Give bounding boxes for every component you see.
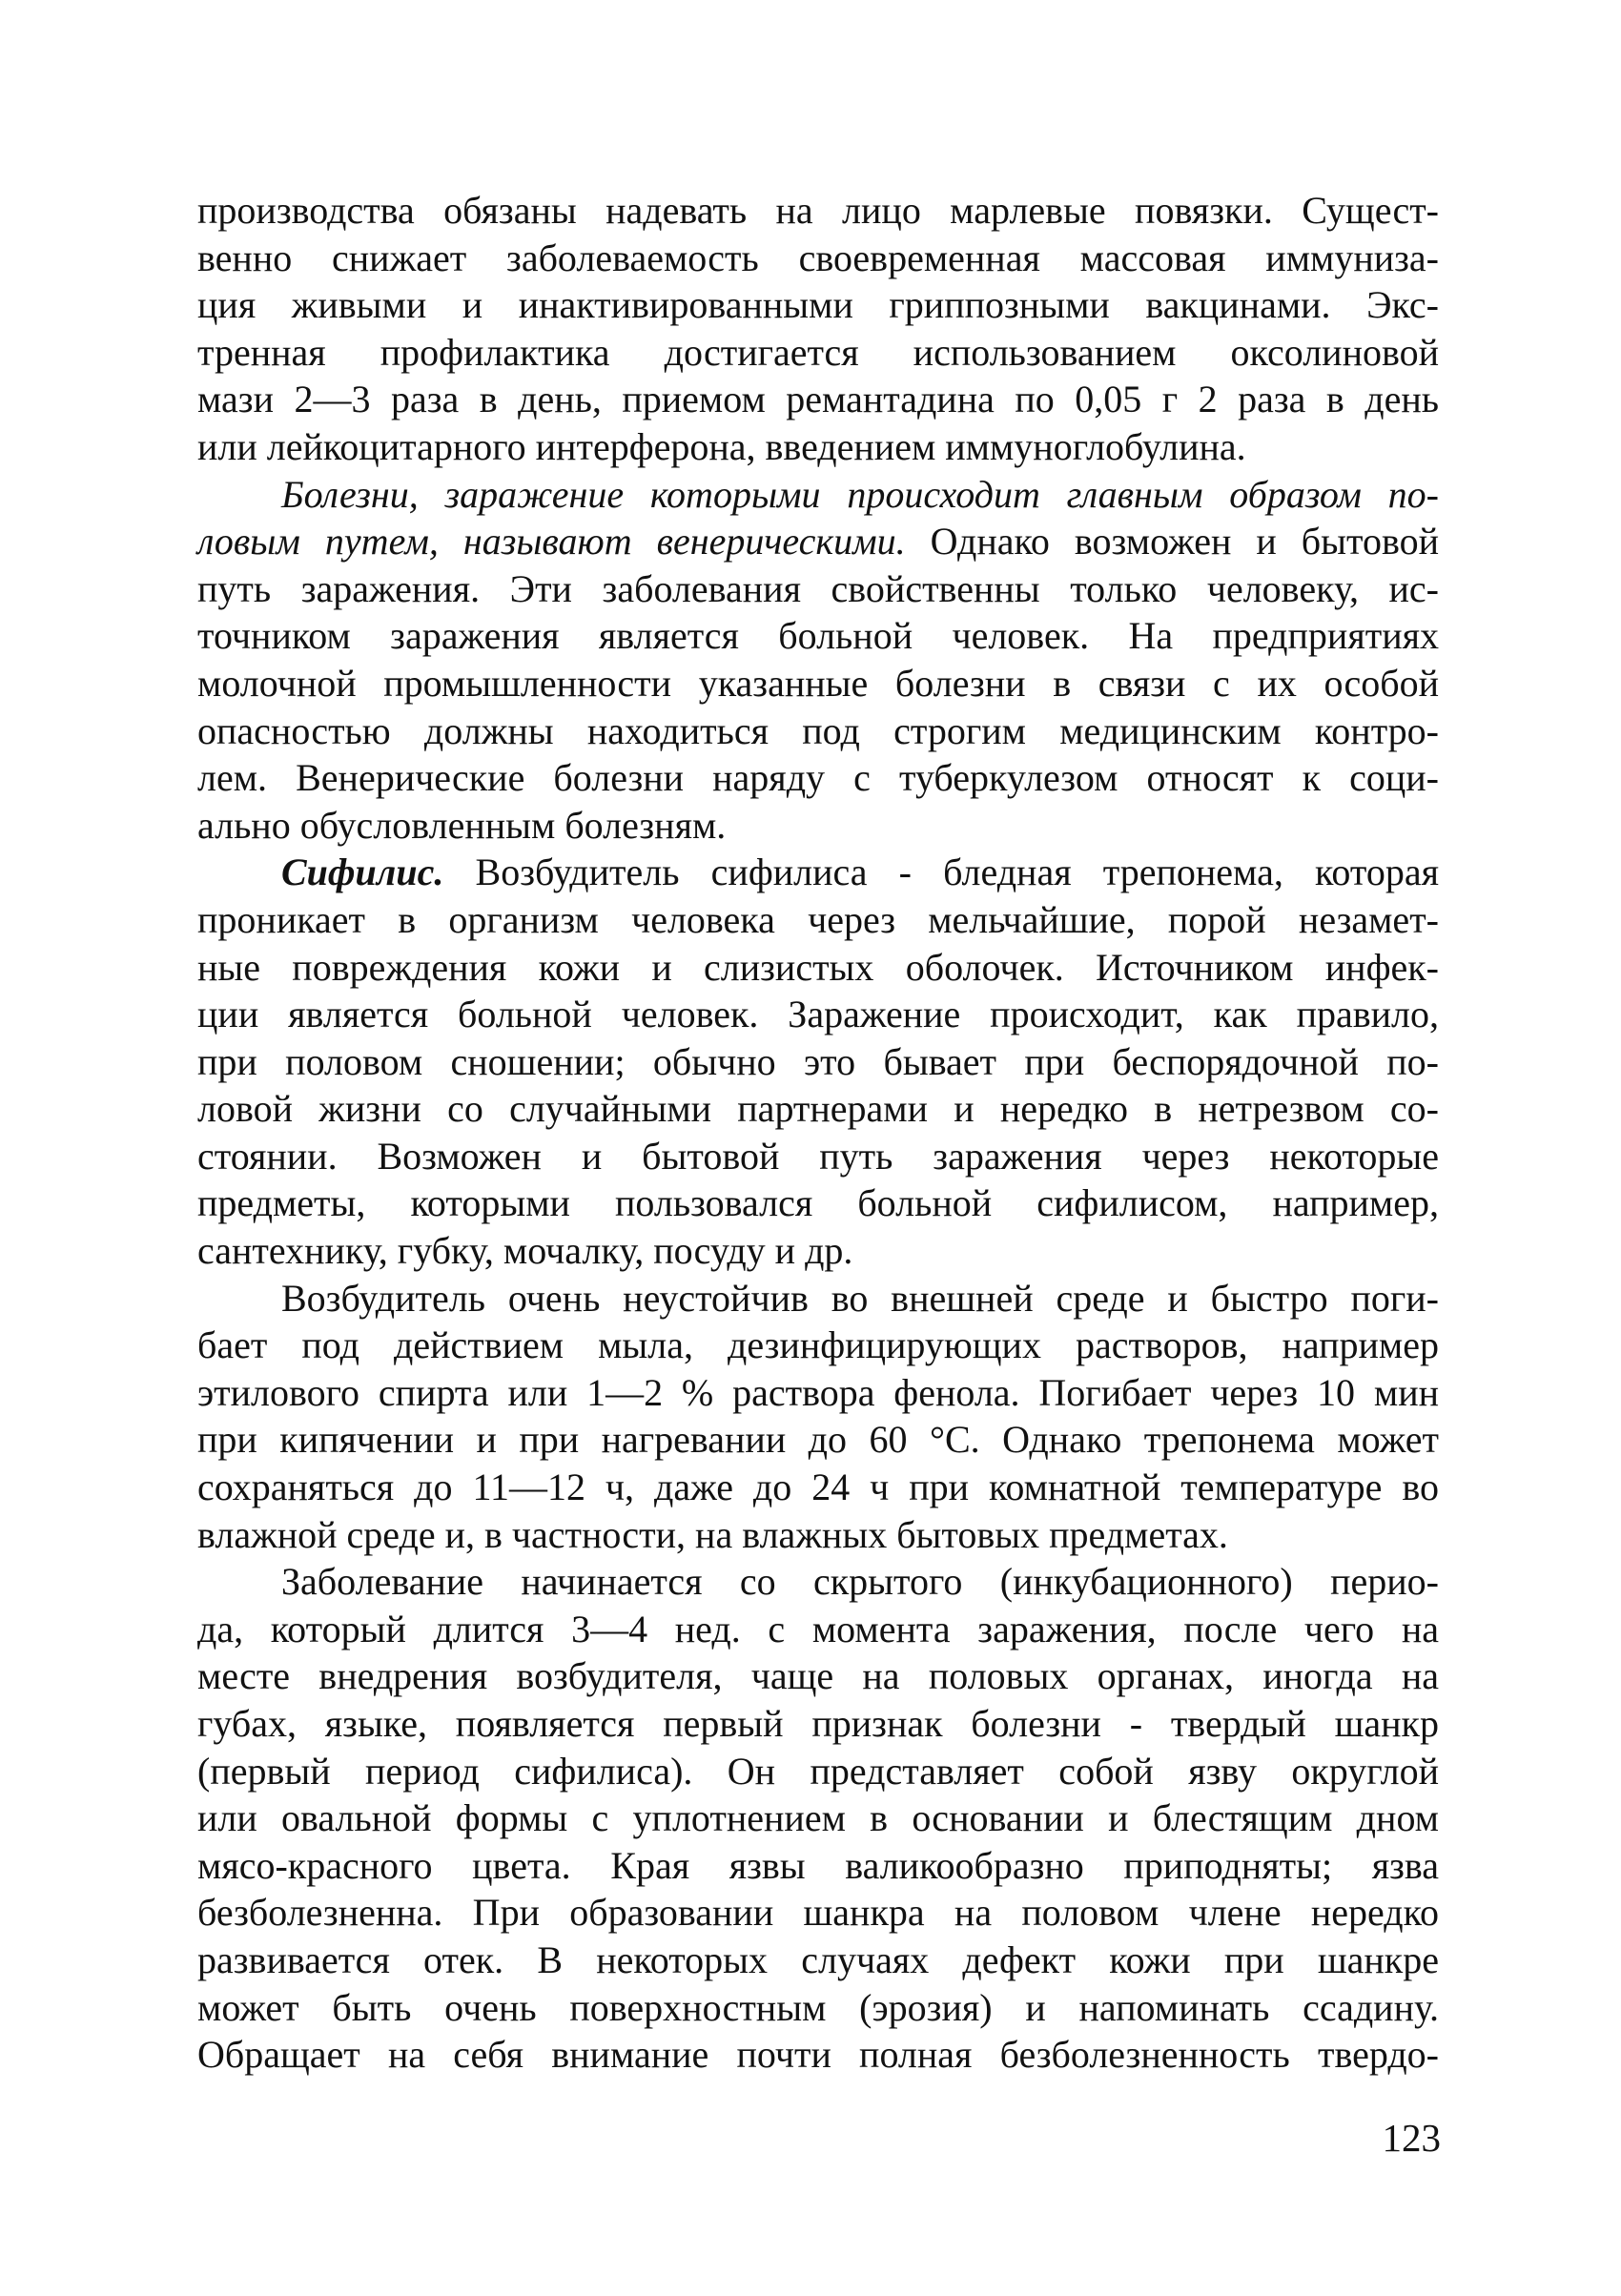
text-line: [197, 518, 1439, 565]
text-line: точником заражения является больной человек. На предприятиях: [197, 614, 1439, 658]
text-line: или овальной формы с уплотнением в основании и блестящим дном: [197, 1796, 1439, 1840]
text-line: предметы, которыми пользовался больной сифилисом, например,: [197, 1181, 1439, 1225]
page-number: 123: [1382, 2116, 1441, 2160]
text-line: ально обусловленным болезням.: [197, 803, 727, 847]
text-line: ции является больной человек. Заражение происходит, как правило,: [197, 993, 1439, 1036]
text-line: месте внедрения возбудителя, чаще на половых органах, иногда на: [197, 1654, 1439, 1698]
text-line: опасностью должны находиться под строгим медицинским контро-: [197, 708, 1439, 752]
text-line: венно снижает заболеваемость своевременная массовая иммуниза-: [197, 236, 1439, 279]
text-line: сохраняться до 11—12 ч, даже до 24 ч при комнатной температуре во: [197, 1466, 1439, 1509]
paragraph: [197, 471, 1439, 850]
text-line: влажной среде и, в частности, на влажных бытовых предметах.: [197, 1512, 1228, 1556]
text-run: Возбудитель сифилиса - бледная трепонема, которая: [443, 851, 1439, 894]
text-line: при половом сношении; обычно это бывает при беспорядочной по-: [197, 1039, 1439, 1083]
text-run: Однако возможен и бытовой: [905, 520, 1439, 564]
text-line: стоянии. Возможен и бытовой путь заражения через некоторые: [197, 1134, 1439, 1178]
text-line: производства обязаны надевать на лицо марлевые повязки. Сущест-: [197, 189, 1439, 232]
italic-definition: ловым путем, называют венерическими.: [197, 520, 906, 564]
text-line: Заболевание начинается со скрытого (инкубационного) перио-: [281, 1560, 1439, 1604]
text-line: молочной промышленности указанные болезни в связи с их особой: [197, 661, 1439, 705]
text-line: мясо-красного цвета. Края язвы валикообразно приподняты; язва: [197, 1843, 1439, 1887]
text-line: этилового спирта или 1—2 % раствора фенола. Погибает через 10 мин: [197, 1370, 1439, 1414]
text-line: Возбудитель очень неустойчив во внешней среде и быстро поги-: [281, 1276, 1439, 1320]
text-line: сантехнику, губку, мочалку, посуду и др.: [197, 1229, 853, 1273]
text-line: путь заражения. Эти заболевания свойственны только человеку, ис-: [197, 566, 1439, 610]
text-line: развивается отек. В некоторых случаях дефект кожи при шанкре: [197, 1937, 1439, 1981]
italic-definition: Болезни, заражение которыми происходит главным образом по-: [281, 472, 1439, 516]
text-line: ловой жизни со случайными партнерами и нередко в нетрезвом со-: [197, 1087, 1439, 1131]
paragraph: [197, 1275, 1439, 1559]
text-line: при кипячении и при нагревании до 60 °С. Однако трепонема может: [197, 1418, 1439, 1462]
text-line: или лейкоцитарного интерферона, введением иммуноглобулина.: [197, 424, 1246, 468]
text-line: [197, 471, 1439, 519]
text-line: ция живыми и инактивированными гриппозными вакцинами. Экс-: [197, 283, 1439, 327]
body-text: [197, 187, 1439, 2079]
text-line: тренная профилактика достигается использованием оксолиновой: [197, 330, 1439, 374]
paragraph: [197, 187, 1439, 471]
paragraph: [197, 849, 1439, 1274]
text-line: да, который длится 3—4 нед. с момента заражения, после чего на: [197, 1607, 1439, 1650]
text-line: [197, 849, 1439, 896]
text-line: может быть очень поверхностным (эрозия) и напоминать ссадину.: [197, 1985, 1439, 2029]
paragraph: [197, 1558, 1439, 2079]
text-line: (первый период сифилиса). Он представляет собой язву округлой: [197, 1749, 1439, 1793]
text-line: проникает в организм человека через мельчайшие, порой незамет-: [197, 897, 1439, 941]
text-line: безболезненна. При образовании шанкра на половом члене нередко: [197, 1891, 1439, 1935]
section-term: Сифилис.: [281, 851, 444, 894]
text-line: Обращает на себя внимание почти полная безболезненность твердо-: [197, 2033, 1439, 2077]
text-line: лем. Венерические болезни наряду с туберкулезом относят к соци-: [197, 756, 1439, 800]
text-line: бает под действием мыла, дезинфицирующих растворов, например: [197, 1323, 1439, 1367]
text-line: ные повреждения кожи и слизистых оболочек. Источником инфек-: [197, 945, 1439, 989]
text-line: губах, языке, появляется первый признак болезни - твердый шанкр: [197, 1702, 1439, 1745]
text-line: мази 2—3 раза в день, приемом ремантадина по 0,05 г 2 раза в день: [197, 378, 1439, 421]
